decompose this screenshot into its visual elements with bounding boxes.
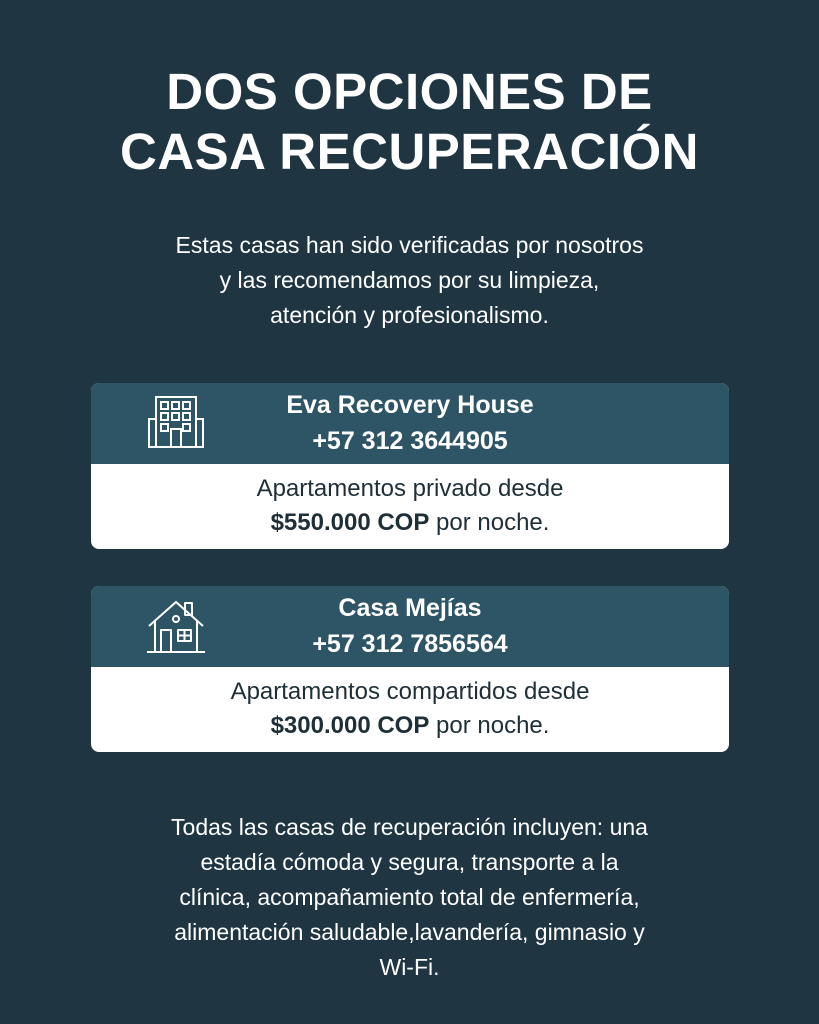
intro-text (0, 228, 819, 333)
house-description: Apartamentos compartidos desde (230, 678, 590, 705)
intro-line: y las recomendamos por su limpieza, (219, 267, 600, 293)
house-price: $550.000 COP (270, 509, 430, 536)
page-title (0, 62, 819, 182)
house-price: $300.000 COP (270, 712, 430, 739)
card-header (91, 383, 729, 464)
house-phone[interactable]: +57 312 3644905 (312, 427, 508, 455)
house-name: Casa Mejías (338, 594, 482, 622)
footer-line: Wi-Fi. (379, 954, 440, 980)
footer-line: alimentación saludable,lavandería, gimnasio y (174, 919, 645, 945)
footer-line: estadía cómoda y segura, transporte a la (200, 849, 619, 875)
footer-line: clínica, acompañamiento total de enfermería, (179, 884, 640, 910)
title-line: DOS OPCIONES DE (166, 63, 653, 120)
card-body (91, 667, 729, 752)
house-card-mejias (91, 586, 729, 752)
card-header (91, 586, 729, 667)
footer-line: Todas las casas de recuperación incluyen: una (171, 814, 648, 840)
house-phone[interactable]: +57 312 7856564 (312, 630, 508, 658)
house-card-eva (91, 383, 729, 549)
title-line: CASA RECUPERACIÓN (120, 123, 699, 180)
intro-line: Estas casas han sido verificadas por nosotros (175, 232, 644, 258)
price-suffix: por noche. (429, 712, 550, 739)
price-suffix: por noche. (429, 509, 550, 536)
house-name: Eva Recovery House (286, 391, 534, 419)
footer-text (0, 810, 819, 985)
intro-line: atención y profesionalismo. (270, 302, 549, 328)
house-price-line (91, 506, 729, 540)
card-body (91, 464, 729, 549)
house-description: Apartamentos privado desde (256, 475, 564, 502)
house-price-line (91, 709, 729, 743)
